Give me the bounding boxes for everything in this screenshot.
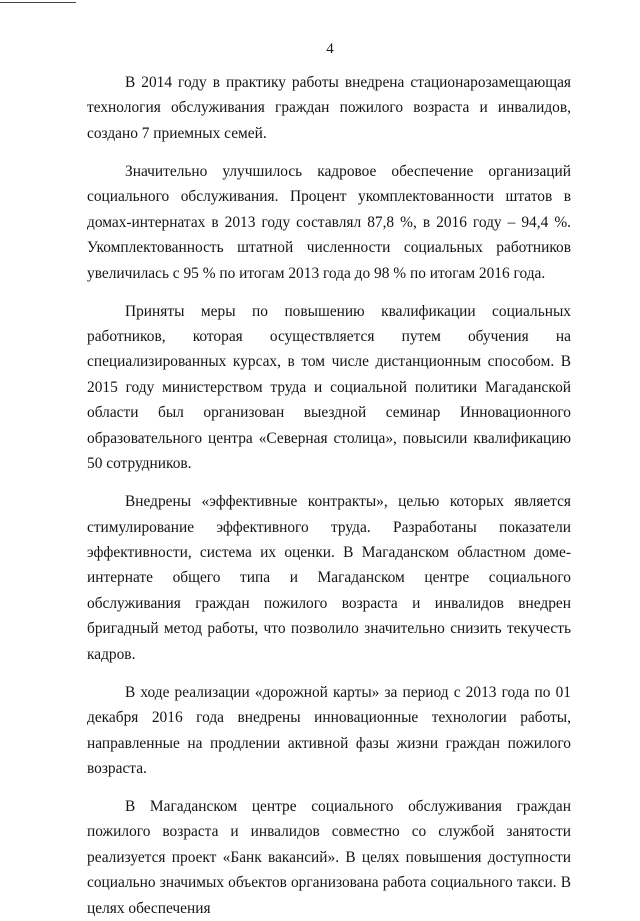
paragraph-roadmap: В ходе реализации «дорожной карты» за период с 2013 года по 01 декабря 2016 года внедрены инновационные технологии работы, направленные на продлении активной фазы жизни граждан пожилого возраста. [87, 683, 571, 777]
paragraph-stationary-technology: В 2014 году в практику работы внедрена стационарозамещающая технология обслуживания граждан пожилого возраста и инвалидов, создано 7 приемных семей. [87, 74, 571, 142]
paragraph-staffing: Значительно улучшилось кадровое обеспечение организаций социального обслуживания. Процент укомплектованности штатов в домах-интернатах в 2013 году составлял 87,8 %, в 2016 году – 94,4 %. Укомплектованность штатной численности социальных работников увеличилась с 95 % по итогам 2013 года до 98 % по итогам 2016 года. [87, 162, 571, 282]
page-number: 4 [326, 41, 334, 57]
paragraph-qualification: Приняты меры по повышению квалификации социальных работников, которая осуществляется путем обучения на специализированных курсах, в том числе дистанционным способом. В 2015 году министерством труда и социальной политики Магаданской области был организован выездной семинар Инновационного образовательного центра «Северная столица», повысили квалификацию 50 сотрудников. [87, 302, 571, 473]
paragraph-job-bank: В Магаданском центре социального обслуживания граждан пожилого возраста и инвалидов совместно со службой занятости реализуется проект «Банк вакансий». В целях повышения доступности социально значимых объектов организована работа социального такси. В целях обеспечения [87, 798, 571, 917]
corner-rule [0, 2, 76, 3]
document-body [87, 70, 571, 921]
paragraph-effective-contracts: Внедрены «эффективные контракты», целью которых является стимулирование эффективного труда. Разработаны показатели эффективности, система их оценки. В Магаданском областном доме-интернате общего типа и Магаданском центре социального обслуживания граждан пожилого возраста и инвалидов внедрен бригадный метод работы, что позволило значительно снизить текучесть кадров. [87, 493, 571, 663]
